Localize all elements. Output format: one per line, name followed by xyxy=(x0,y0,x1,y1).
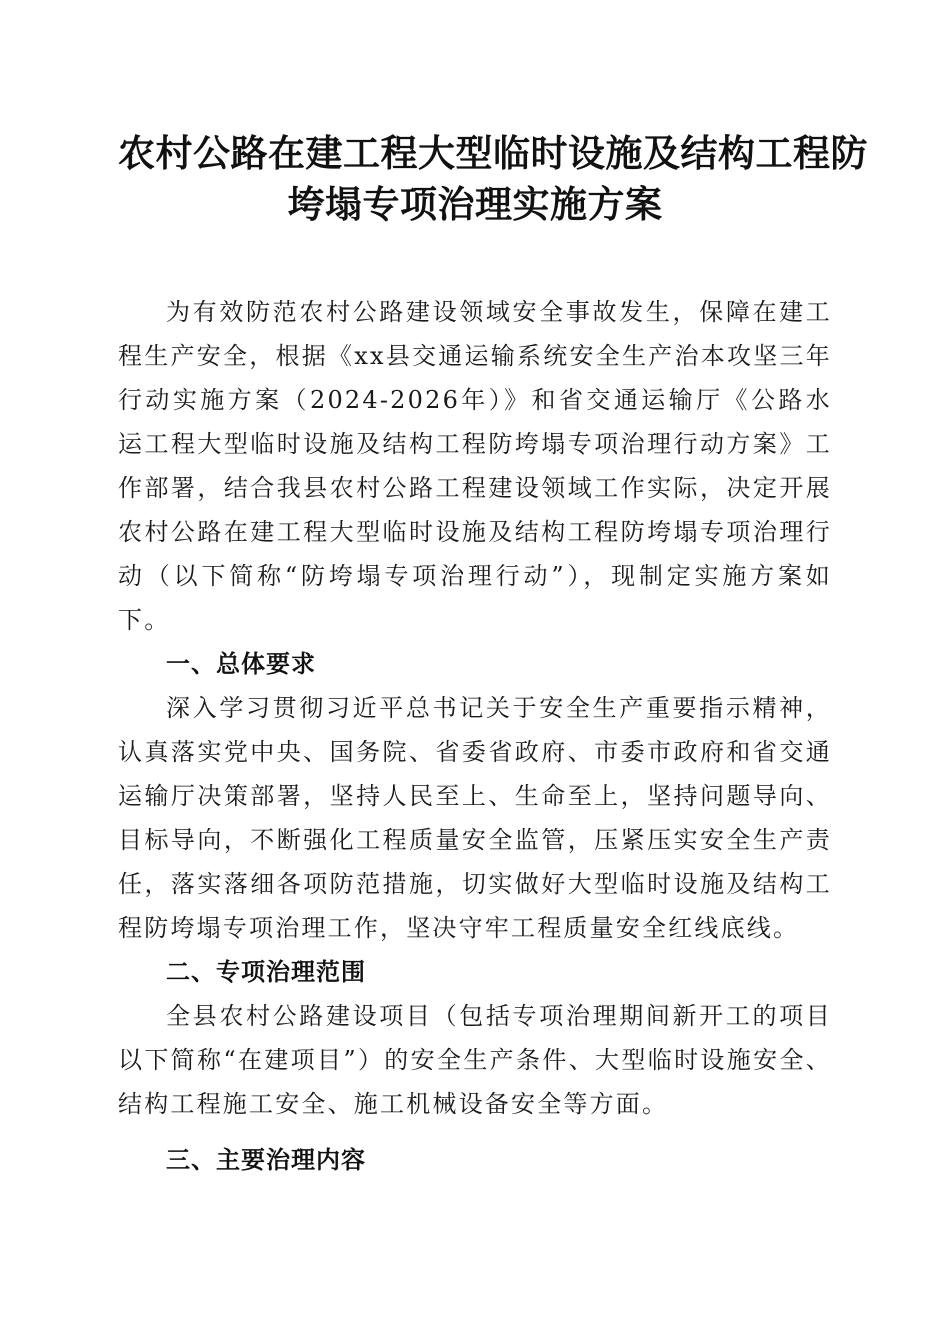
section-heading-main-content: 三、主要治理内容 xyxy=(166,1146,366,1174)
section-heading-general-requirements: 一、总体要求 xyxy=(166,650,316,678)
section-paragraph-general-requirements: 深入学习贯彻习近平总书记关于安全生产重要指示精神，认真落实党中央、国务院、省委省政府、市委市政府和省交通运输厅决策部署，坚持人民至上、生命至上，坚持问题导向、目标导向，不断强化工程质量安全监管，压紧压实安全生产责任，落实落细各项防范措施，切实做好大型临时设施及结构工程防垮塌专项治理工作，坚决守牢工程质量安全红线底线。 xyxy=(118,694,832,942)
title-line-2: 垮塌专项治理实施方案 xyxy=(287,182,663,226)
section-heading-scope: 二、专项治理范围 xyxy=(166,958,366,986)
section-paragraph-scope: 全县农村公路建设项目（包括专项治理期间新开工的项目以下简称“在建项目”）的安全生产条件、大型临时设施安全、结构工程施工安全、施工机械设备安全等方面。 xyxy=(118,1002,832,1118)
intro-paragraph: 为有效防范农村公路建设领域安全事故发生，保障在建工程生产安全，根据《xx县交通运输系统安全生产治本攻坚三年行动实施方案（2024-2026年）》和省交通运输厅《公路水运工程大型临时设施及结构工程防垮塌专项治理行动方案》工作部署，结合我县农村公路工程建设领域工作实际，决定开展农村公路在建工程大型临时设施及结构工程防垮塌专项治理行动（以下简称“防垮塌专项治理行动”），现制定实施方案如下。 xyxy=(118,298,832,634)
document-title xyxy=(118,128,868,230)
document-body xyxy=(118,290,832,1182)
title-line-1: 农村公路在建工程大型临时设施及结构工程防 xyxy=(118,131,868,175)
